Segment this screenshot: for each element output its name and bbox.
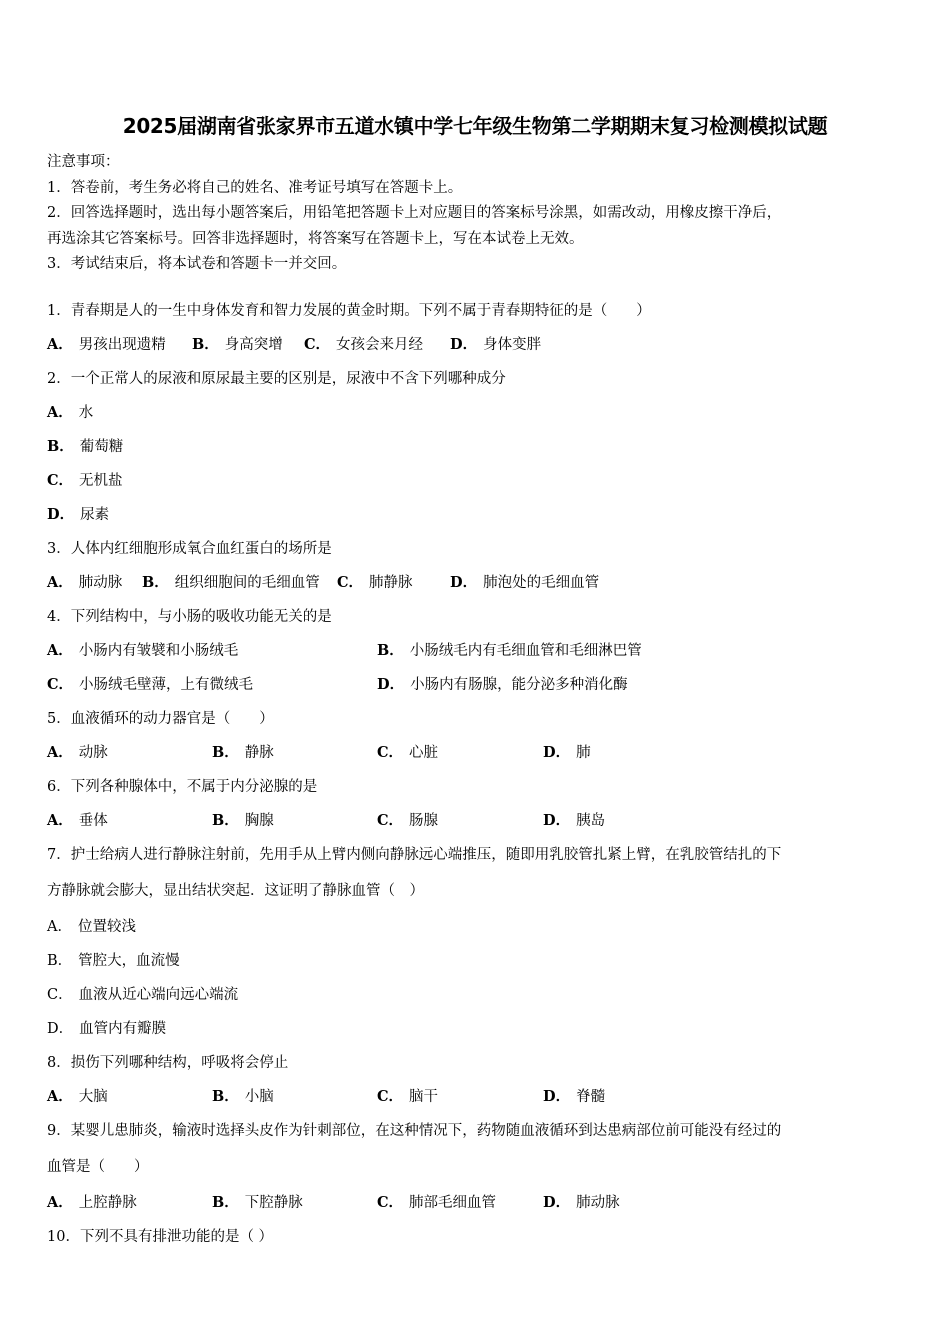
option-text: 胸腺 (244, 813, 274, 829)
option-text: 小肠内有皱襞和小肠绒毛 (78, 643, 239, 659)
option-text: 胰岛 (576, 813, 606, 829)
option-label: A． (47, 919, 72, 935)
option-a (47, 568, 122, 598)
option-d (377, 670, 628, 700)
option-label: A． (47, 744, 73, 761)
option-text: 静脉 (244, 745, 274, 761)
option-c (377, 1082, 438, 1112)
option-c (337, 568, 413, 598)
option-d (543, 1082, 605, 1112)
option-text: 尿素 (80, 507, 110, 523)
option-a (47, 636, 238, 666)
page-title: 2025届湖南省张家界市五道水镇中学七年级生物第二学期期末复习检测模拟试题 (122, 114, 828, 138)
option-b (377, 636, 642, 666)
option-label: C． (337, 574, 364, 591)
option-label: B． (212, 744, 239, 761)
note-line: 再选涂其它答案标号。回答非选择题时，将答案写在答题卡上，写在本试卷上无效。 (47, 230, 584, 247)
option-text: 无机盐 (79, 473, 123, 489)
question-stem: 2．一个正常人的尿液和原尿最主要的区别是，尿液中不含下列哪种成分 (47, 371, 506, 387)
note-line: 2．回答选择题时，选出每小题答案后，用铅笔把答题卡上对应题目的答案标号涂黑，如需改动，用橡皮擦干净后， (47, 205, 782, 221)
option-label: C． (47, 676, 74, 693)
option-label: B． (47, 953, 73, 969)
option-text: 上腔静脉 (78, 1195, 137, 1211)
options-row (47, 466, 907, 500)
option-label: C． (377, 1194, 404, 1211)
option-text: 脑干 (409, 1089, 439, 1105)
option-label: D． (450, 336, 478, 353)
option-d (450, 330, 541, 360)
option-label: A． (47, 404, 73, 421)
question-stem: 10．下列不具有排泄功能的是（ ） (47, 1229, 274, 1245)
note-line: 1．答卷前，考生务必将自己的姓名、准考证号填写在答题卡上。 (47, 179, 463, 196)
option-text: 动脉 (78, 745, 108, 761)
option-text: 管腔大，血流慢 (78, 953, 180, 969)
options-row (47, 980, 907, 1014)
question (47, 364, 907, 534)
option-label: D． (47, 1021, 74, 1037)
option-label: B． (192, 336, 219, 353)
question-stem: 5．血液循环的动力器官是（ ） (47, 711, 274, 727)
question-stem: 方静脉就会膨大，显出结状突起．这证明了静脉血管（ ） (47, 883, 424, 899)
option-b (212, 738, 274, 768)
options-row (47, 500, 907, 534)
option-text: 肺动脉 (78, 575, 123, 591)
option-label: A． (47, 1088, 73, 1105)
option-a (47, 912, 136, 942)
option-label: D． (543, 1088, 571, 1105)
options-row (47, 912, 907, 946)
option-text: 身高突增 (224, 337, 283, 353)
question (47, 296, 907, 364)
option-label: C． (377, 1088, 404, 1105)
option-a (47, 330, 166, 360)
option-text: 血管内有瓣膜 (79, 1021, 167, 1037)
options-row (47, 398, 907, 432)
options-row (47, 1082, 907, 1116)
notes-section (47, 150, 907, 278)
option-label: A． (47, 812, 73, 829)
option-text: 身体变胖 (483, 337, 542, 353)
option-label: B． (212, 1088, 239, 1105)
option-label: D． (450, 574, 478, 591)
question-list (47, 296, 907, 1256)
option-text: 心脏 (409, 745, 439, 761)
option-d (450, 568, 599, 598)
question-stem: 7．护士给病人进行静脉注射前，先用手从上臂内侧向静脉远心端推压，随即用乳胶管扎紧上臂，在乳胶管结扎的下 (47, 847, 782, 863)
question (47, 840, 907, 1048)
options-row (47, 1188, 907, 1222)
option-text: 小肠内有肠腺，能分泌多种消化酶 (410, 677, 628, 693)
option-c (47, 466, 123, 496)
option-b (142, 568, 320, 598)
option-label: B． (212, 812, 239, 829)
option-d (47, 500, 109, 530)
option-text: 肺泡处的毛细血管 (483, 575, 600, 591)
option-text: 下腔静脉 (244, 1195, 303, 1211)
options-row (47, 806, 907, 840)
options-row (47, 568, 907, 602)
question (47, 1222, 907, 1256)
option-text: 小肠绒毛内有毛细血管和毛细淋巴管 (409, 643, 642, 659)
option-label: A． (47, 336, 73, 353)
option-label: C． (377, 812, 404, 829)
option-label: D． (47, 506, 75, 523)
option-a (47, 1082, 108, 1112)
options-row (47, 636, 907, 670)
question (47, 1116, 907, 1222)
option-c (47, 980, 238, 1010)
option-c (304, 330, 423, 360)
option-text: 女孩会来月经 (336, 337, 424, 353)
option-label: C． (47, 987, 73, 1003)
option-text: 垂体 (78, 813, 108, 829)
question-stem: 血管是（ ） (47, 1159, 149, 1175)
option-d (47, 1014, 166, 1044)
option-b (47, 432, 123, 462)
option-d (543, 806, 605, 836)
option-label: C． (377, 744, 404, 761)
option-label: D． (543, 1194, 571, 1211)
option-c (47, 670, 253, 700)
option-label: A． (47, 574, 73, 591)
options-row (47, 946, 907, 980)
option-label: C． (47, 472, 74, 489)
options-row (47, 330, 907, 364)
options-row (47, 1014, 907, 1048)
option-text: 男孩出现遗精 (78, 337, 166, 353)
options-row (47, 432, 907, 466)
option-text: 脊髓 (576, 1089, 606, 1105)
option-label: D． (377, 676, 405, 693)
option-b (212, 1188, 303, 1218)
option-a (47, 398, 93, 428)
option-label: D． (543, 744, 571, 761)
option-a (47, 738, 108, 768)
notes-heading: 注意事项： (47, 154, 120, 170)
option-label: A． (47, 1194, 73, 1211)
option-b (212, 806, 274, 836)
option-text: 肺 (576, 745, 591, 761)
question (47, 772, 907, 840)
option-label: A． (47, 642, 73, 659)
option-a (47, 806, 108, 836)
option-text: 肺部毛细血管 (409, 1195, 497, 1211)
option-a (47, 1188, 137, 1218)
question-stem: 1．青春期是人的一生中身体发育和智力发展的黄金时期。下列不属于青春期特征的是（ ） (47, 303, 651, 319)
option-b (212, 1082, 274, 1112)
option-text: 葡萄糖 (79, 439, 124, 455)
option-text: 血液从近心端向远心端流 (78, 987, 239, 1003)
question (47, 704, 907, 772)
option-label: B． (142, 574, 169, 591)
option-d (543, 738, 591, 768)
option-text: 组织细胞间的毛细血管 (174, 575, 320, 591)
option-b (47, 946, 180, 976)
question (47, 534, 907, 602)
option-label: C． (304, 336, 331, 353)
question-stem: 8．损伤下列哪种结构，呼吸将会停止 (47, 1055, 289, 1071)
question-stem: 6．下列各种腺体中，不属于内分泌腺的是 (47, 779, 318, 795)
question-stem: 9．某婴儿患肺炎，输液时选择头皮作为针刺部位，在这种情况下，药物随血液循环到达患病部位前可能没有经过的 (47, 1123, 782, 1139)
question-stem: 4．下列结构中，与小肠的吸收功能无关的是 (47, 609, 332, 625)
option-text: 位置较浅 (77, 919, 136, 935)
note-line: 3．考试结束后，将本试卷和答题卡一并交回。 (47, 256, 347, 272)
option-text: 大脑 (78, 1089, 108, 1105)
question (47, 1048, 907, 1116)
option-d (543, 1188, 620, 1218)
option-c (377, 1188, 496, 1218)
options-row (47, 738, 907, 772)
question (47, 602, 907, 704)
option-text: 肠腺 (409, 813, 439, 829)
question-stem: 3．人体内红细胞形成氧合血红蛋白的场所是 (47, 541, 332, 557)
option-b (192, 330, 283, 360)
option-text: 小肠绒毛壁薄，上有微绒毛 (79, 677, 254, 693)
option-text: 水 (78, 405, 94, 421)
option-text: 肺动脉 (576, 1195, 620, 1211)
option-label: D． (543, 812, 571, 829)
option-label: B． (212, 1194, 239, 1211)
option-label: B． (47, 438, 74, 455)
option-text: 小脑 (244, 1089, 274, 1105)
option-label: B． (377, 642, 404, 659)
option-c (377, 806, 438, 836)
option-c (377, 738, 438, 768)
option-text: 肺静脉 (369, 575, 413, 591)
options-row (47, 670, 907, 704)
